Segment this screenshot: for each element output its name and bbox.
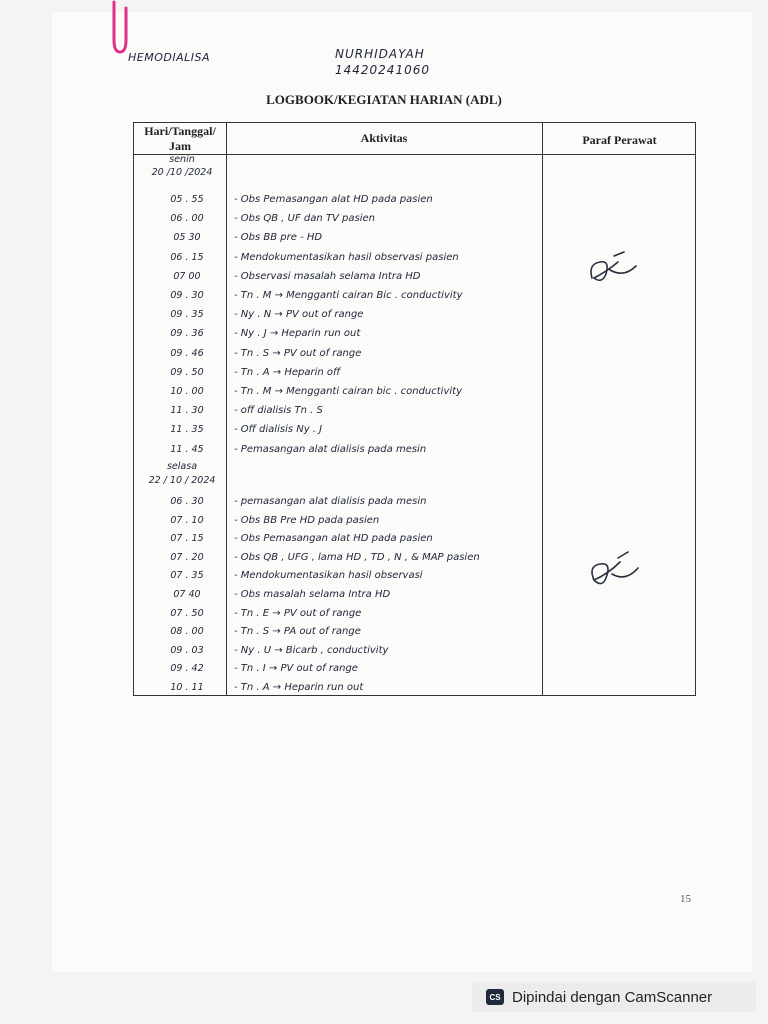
day2-name: selasa	[166, 461, 198, 472]
table-row	[134, 229, 695, 247]
row-time: 09 . 03	[170, 644, 204, 656]
row-time: 06 . 30	[170, 496, 204, 507]
table-row	[134, 287, 695, 305]
row-time: 07 . 10	[170, 514, 204, 526]
table-row	[134, 421, 695, 439]
row-activity: - Obs QB , UF dan TV pasien	[234, 213, 375, 225]
row-activity: - Ny . N → PV out of range	[234, 309, 364, 321]
table-row	[134, 325, 695, 343]
row-time: 06 . 15	[170, 251, 204, 263]
row-activity: - off dialisis Tn . S	[234, 405, 323, 417]
row-time: 08 . 00	[170, 626, 204, 638]
nurse-signature-1	[584, 248, 644, 288]
row-time: 07 . 20	[170, 551, 204, 563]
column-header-time: Hari/Tanggal/ Jam	[144, 124, 216, 153]
table-row	[134, 210, 695, 228]
row-activity: - Ny . U → Bicarb , conductivity	[234, 644, 389, 656]
table-row	[134, 402, 695, 420]
table-row	[134, 530, 695, 548]
row-time: 07 . 35	[170, 570, 204, 582]
row-time: 09 . 36	[170, 328, 204, 340]
row-activity: - Obs BB pre - HD	[234, 232, 323, 244]
table-row	[134, 345, 695, 363]
row-activity: - Obs QB , UFG , lama HD , TD , N , & MAP pasien	[234, 551, 480, 563]
table-row	[134, 191, 695, 209]
row-time: 07 . 50	[170, 607, 204, 619]
table-row	[134, 679, 695, 697]
row-activity: - Tn . A → Heparin run out	[234, 682, 364, 693]
row-time: 06 . 00	[170, 213, 204, 225]
row-activity: - Observasi masalah selama Intra HD	[234, 270, 421, 282]
row-time: 10 . 11	[170, 682, 204, 693]
day2-date: 22 / 10 / 2024	[148, 475, 216, 486]
row-activity: - Tn . E → PV out of range	[234, 607, 362, 619]
row-time: 05 30	[173, 232, 201, 244]
camscanner-logo-icon: CS	[486, 989, 504, 1005]
row-activity: - Off dialisis Ny . J	[234, 424, 323, 436]
row-time: 09 . 42	[170, 663, 204, 675]
page-number: 15	[680, 893, 691, 905]
row-time: 07 40	[173, 589, 201, 600]
day1-date: 20 /10 /2024	[151, 167, 213, 178]
row-time: 07 . 15	[170, 533, 204, 545]
row-activity: - Pemasangan alat dialisis pada mesin	[234, 443, 427, 455]
row-time: 11 . 45	[170, 443, 204, 455]
paper-clip-icon	[108, 0, 130, 58]
page-title: LOGBOOK/KEGIATAN HARIAN (ADL)	[266, 92, 502, 107]
row-activity: - Tn . A → Heparin off	[234, 366, 341, 378]
logbook-table	[133, 122, 696, 696]
row-activity: - Mendokumentasikan hasil observasi pasien	[234, 251, 459, 263]
camscanner-label: Dipindai dengan CamScanner	[512, 988, 713, 1006]
table-row	[134, 306, 695, 324]
row-activity: - Obs BB Pre HD pada pasien	[234, 514, 380, 526]
column-header-activity: Aktivitas	[360, 131, 408, 145]
table-row	[134, 364, 695, 382]
row-activity: - Obs masalah selama Intra HD	[234, 589, 391, 600]
student-id: 14420241060	[335, 63, 430, 77]
row-time: 11 . 30	[170, 405, 204, 417]
row-time: 09 . 30	[170, 290, 204, 301]
row-activity: - Tn . S → PV out of range	[234, 347, 362, 359]
table-row	[134, 441, 695, 459]
row-time: 07 00	[173, 270, 201, 282]
row-time: 10 . 00	[170, 386, 204, 397]
row-activity: - pemasangan alat dialisis pada mesin	[234, 496, 427, 507]
student-name: NURHIDAYAH	[335, 47, 425, 61]
table-row	[134, 660, 695, 678]
row-activity: - Tn . M → Mengganti cairan Bic . conductivity	[234, 290, 463, 301]
camscanner-watermark	[472, 982, 756, 1012]
table-row	[134, 512, 695, 530]
table-row	[134, 605, 695, 623]
table-row	[134, 623, 695, 641]
row-activity: - Tn . I → PV out of range	[234, 663, 358, 675]
row-time: 09 . 35	[170, 309, 204, 321]
nurse-signature-2	[584, 548, 644, 592]
day1-name: senin	[169, 154, 195, 165]
table-row	[134, 493, 695, 511]
table-row	[134, 383, 695, 401]
row-activity: - Obs Pemasangan alat HD pada pasien	[234, 194, 433, 205]
row-time: 05 . 55	[170, 194, 204, 205]
unit-label: HEMODIALISA	[128, 51, 210, 64]
row-time: 09 . 46	[170, 347, 204, 359]
row-activity: - Tn . S → PA out of range	[234, 626, 361, 638]
row-time: 09 . 50	[170, 366, 204, 378]
row-activity: - Ny . J → Heparin run out	[234, 328, 361, 340]
row-time: 11 . 35	[170, 424, 204, 436]
table-row	[134, 642, 695, 660]
column-header-signature: Paraf Perawat	[582, 133, 657, 147]
row-activity: - Obs Pemasangan alat HD pada pasien	[234, 533, 433, 545]
row-activity: - Mendokumentasikan hasil observasi	[234, 570, 423, 582]
row-activity: - Tn . M → Mengganti cairan bic . conductivity	[234, 386, 462, 397]
